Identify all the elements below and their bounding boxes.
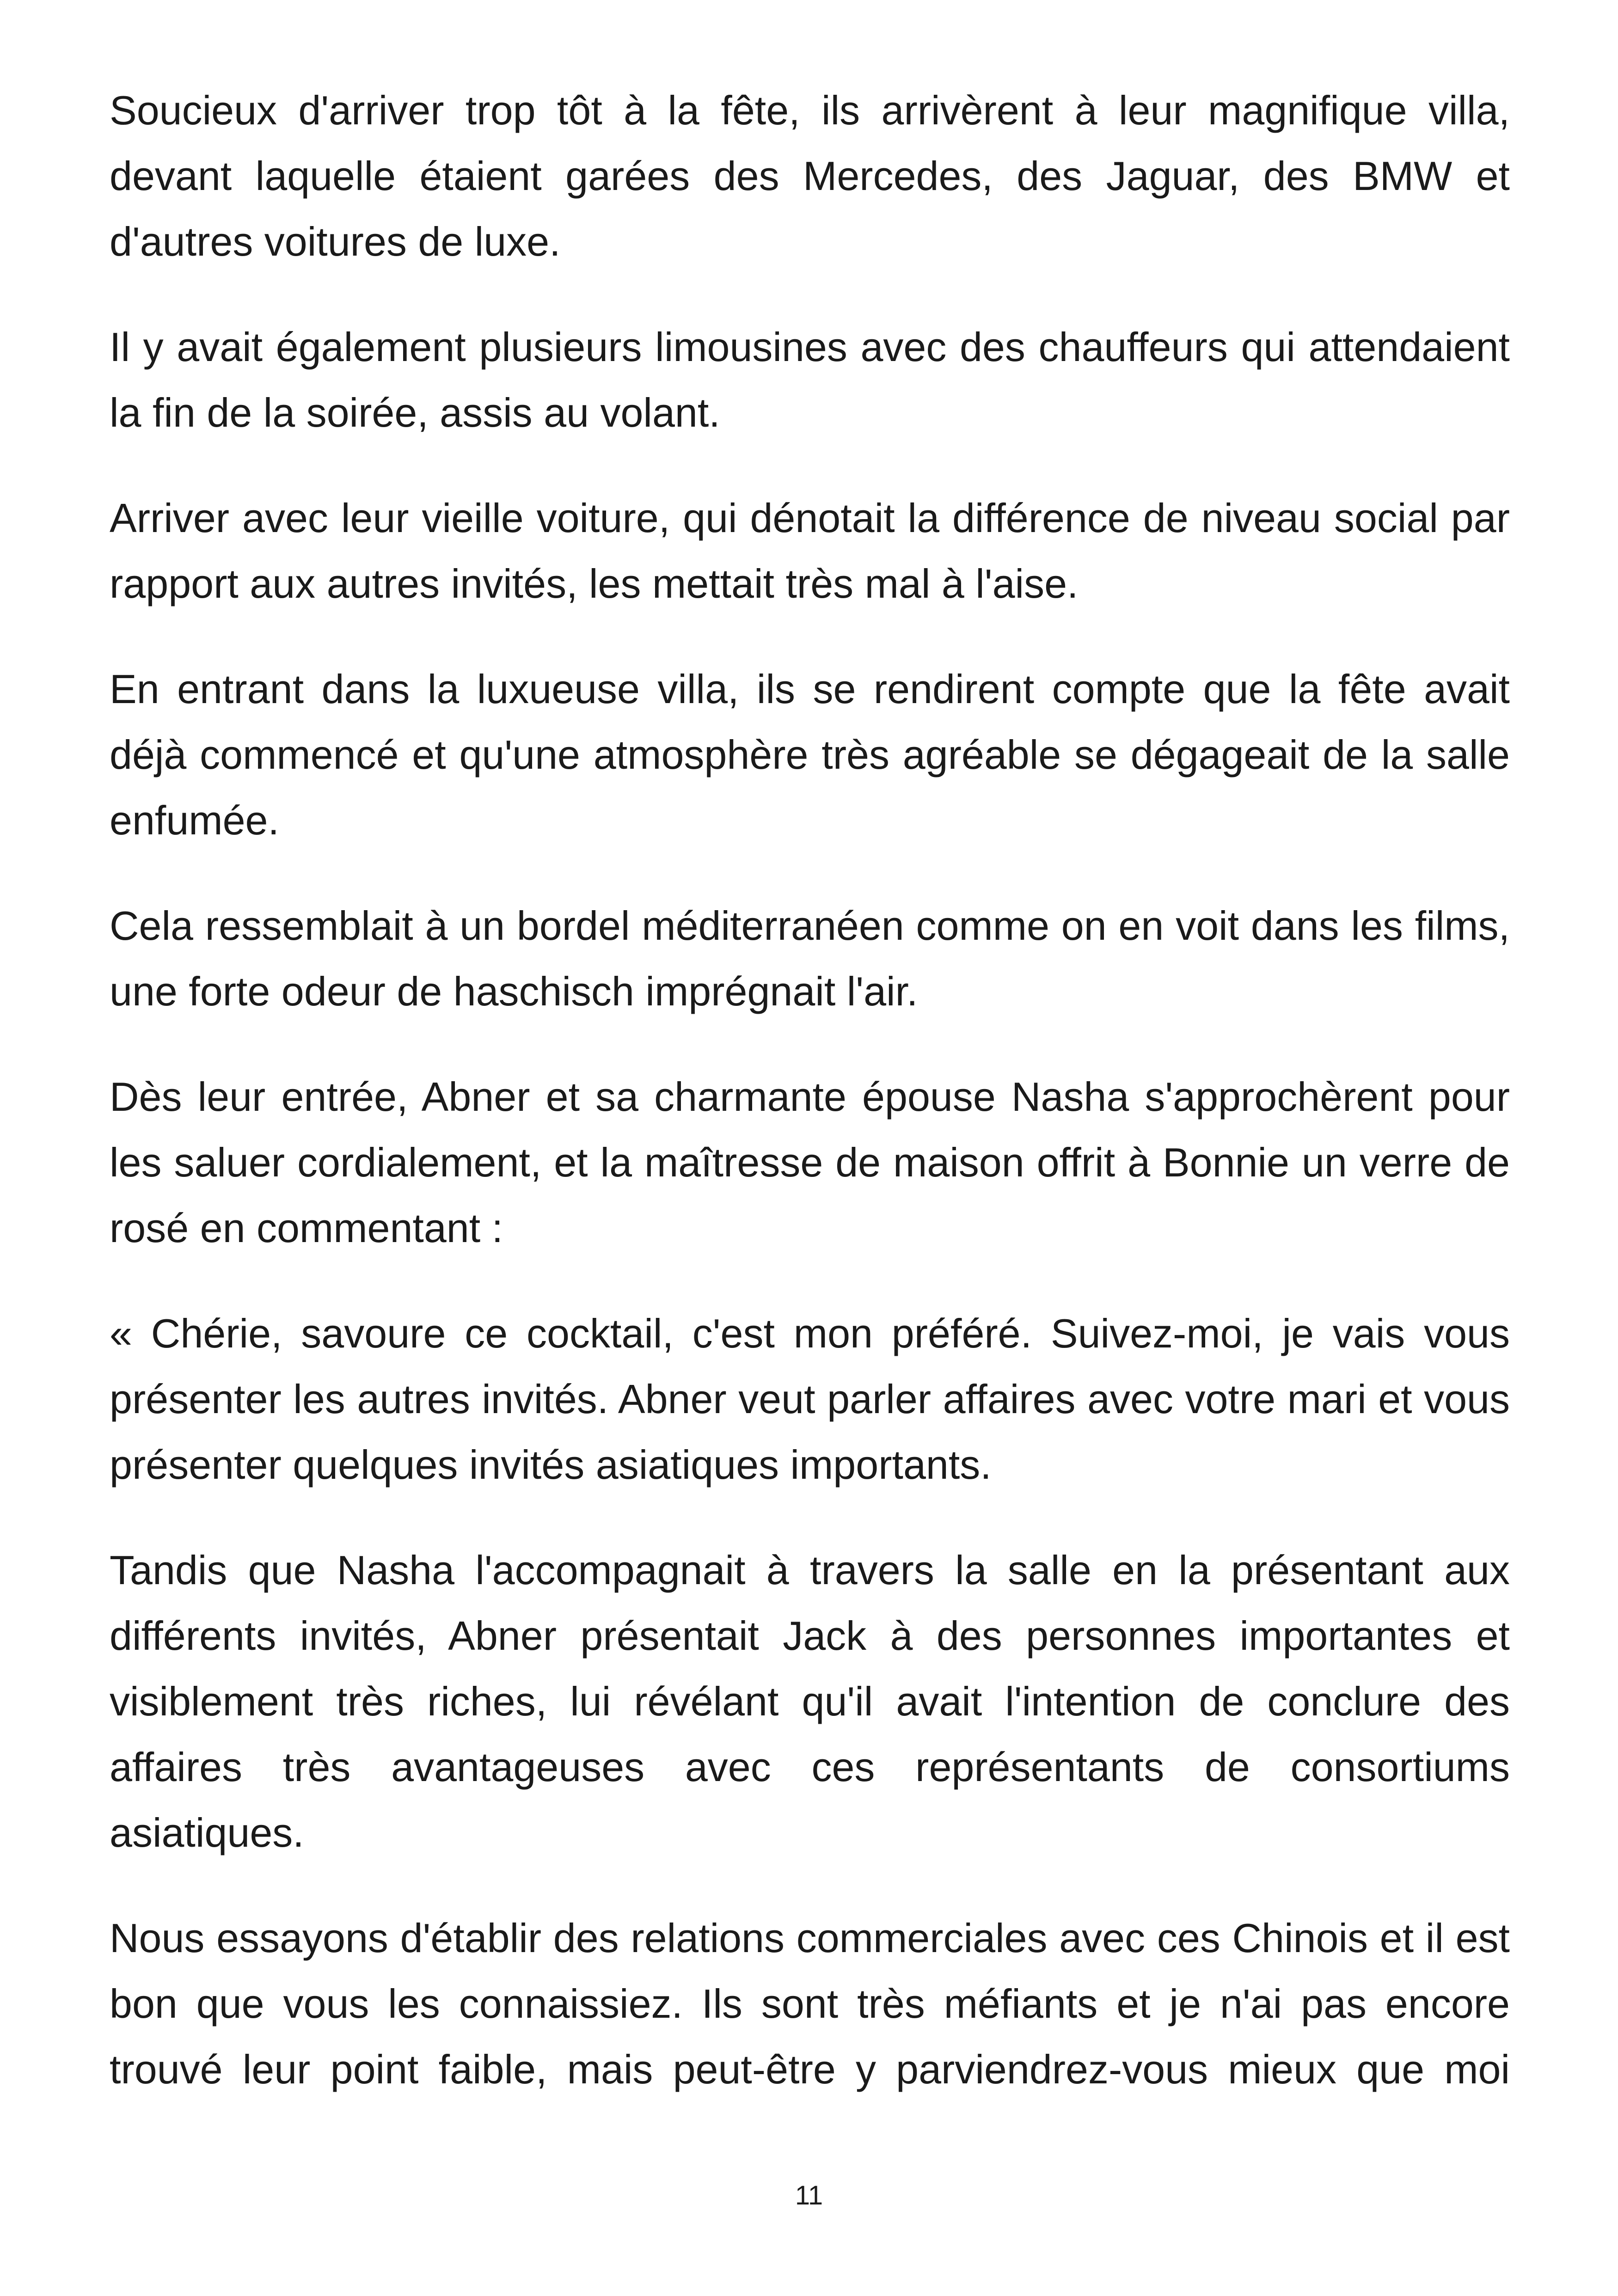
paragraph: Il y avait également plusieurs limousines avec des chauffeurs qui attendaient la fin de la soirée, assis au volant.: [110, 324, 1510, 435]
paragraph: Dès leur entrée, Abner et sa charmante épouse Nasha s'approchèrent pour les saluer cordialement, et la maîtresse de maison offrit à Bonnie un verre de rosé en commentant :: [110, 1074, 1510, 1251]
page-number: 11: [795, 2180, 823, 2210]
paragraph: Cela ressemblait à un bordel méditerranéen comme on en voit dans les films, une forte odeur de haschisch imprégnait l'air.: [110, 903, 1510, 1014]
paragraph: Arriver avec leur vieille voiture, qui dénotait la différence de niveau social par rapport aux autres invités, les mettait très mal à l'aise.: [110, 495, 1510, 606]
paragraph: Nous essayons d'établir des relations commerciales avec ces Chinois et il est bon que vous les connaissiez. Ils sont très méfiants et je n'ai pas encore trouvé leur point faible, mais peut-être y parviendrez-vous mieux que moi: [110, 1915, 1510, 2092]
paragraph: « Chérie, savoure ce cocktail, c'est mon préféré. Suivez-moi, je vais vous présenter les autres invités. Abner veut parler affaires avec votre mari et vous présenter quelques invités asiatiques importants.: [110, 1310, 1510, 1488]
paragraph: Soucieux d'arriver trop tôt à la fête, ils arrivèrent à leur magnifique villa, devant laquelle étaient garées des Mercedes, des Jaguar, des BMW et d'autres voitures de luxe.: [110, 87, 1510, 264]
paragraph: En entrant dans la luxueuse villa, ils se rendirent compte que la fête avait déjà commencé et qu'une atmosphère très agréable se dégageait de la salle enfumée.: [110, 666, 1510, 843]
paragraph: Tandis que Nasha l'accompagnait à travers la salle en la présentant aux différents invités, Abner présentait Jack à des personnes importantes et visiblement très riches, lui révélant qu'il avait l'intention de conclure des affaires très avantageuses avec ces représentants de consortiums asiatiques.: [110, 1547, 1510, 1855]
body-text: [110, 78, 1510, 2142]
